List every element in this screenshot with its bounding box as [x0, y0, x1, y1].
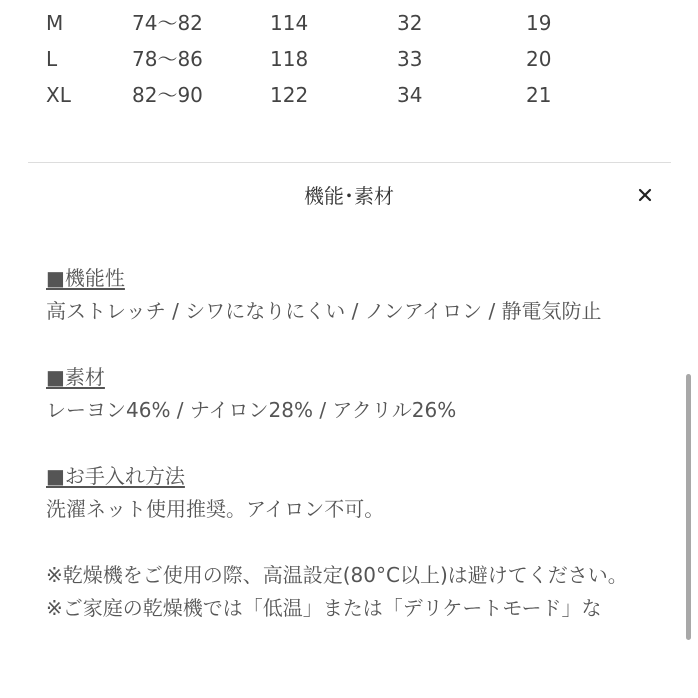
measure-cell: 19 [526, 11, 552, 35]
waist-cell: 74〜82 [132, 11, 203, 35]
dryer-note: ※乾燥機をご使用の際、高温設定(80°C以上)は避けてください。 [46, 563, 628, 587]
care-heading: ■お手入れ方法 [46, 464, 185, 488]
size-cell: XL [46, 83, 71, 107]
table-row [0, 80, 698, 110]
measure-cell: 118 [270, 47, 309, 71]
table-row [0, 44, 698, 74]
dryer-note: ※ご家庭の乾燥機では「低温」または「デリケートモード」な [46, 596, 602, 620]
close-icon[interactable] [632, 182, 658, 208]
section-title: 機能･素材 [304, 184, 394, 208]
measure-cell: 33 [397, 47, 423, 71]
measure-cell: 21 [526, 83, 552, 107]
material-text: レーヨン46% / ナイロン28% / アクリル26% [46, 398, 457, 422]
measure-cell: 122 [270, 83, 309, 107]
measure-cell: 20 [526, 47, 552, 71]
section-divider [28, 162, 671, 163]
material-heading: ■素材 [46, 365, 105, 389]
size-cell: M [46, 11, 64, 35]
section-content [46, 262, 646, 625]
table-row [0, 8, 698, 38]
accordion-header[interactable] [0, 172, 698, 220]
scrollbar-thumb[interactable] [686, 374, 691, 640]
care-text: 洗濯ネット使用推奨。アイロン不可。 [46, 497, 385, 521]
function-text: 高ストレッチ / シワになりにくい / ノンアイロン / 静電気防止 [46, 299, 602, 323]
measure-cell: 114 [270, 11, 309, 35]
size-cell: L [46, 47, 58, 71]
waist-cell: 78〜86 [132, 47, 203, 71]
waist-cell: 82〜90 [132, 83, 203, 107]
measure-cell: 32 [397, 11, 423, 35]
function-heading: ■機能性 [46, 266, 125, 290]
measure-cell: 34 [397, 83, 423, 107]
